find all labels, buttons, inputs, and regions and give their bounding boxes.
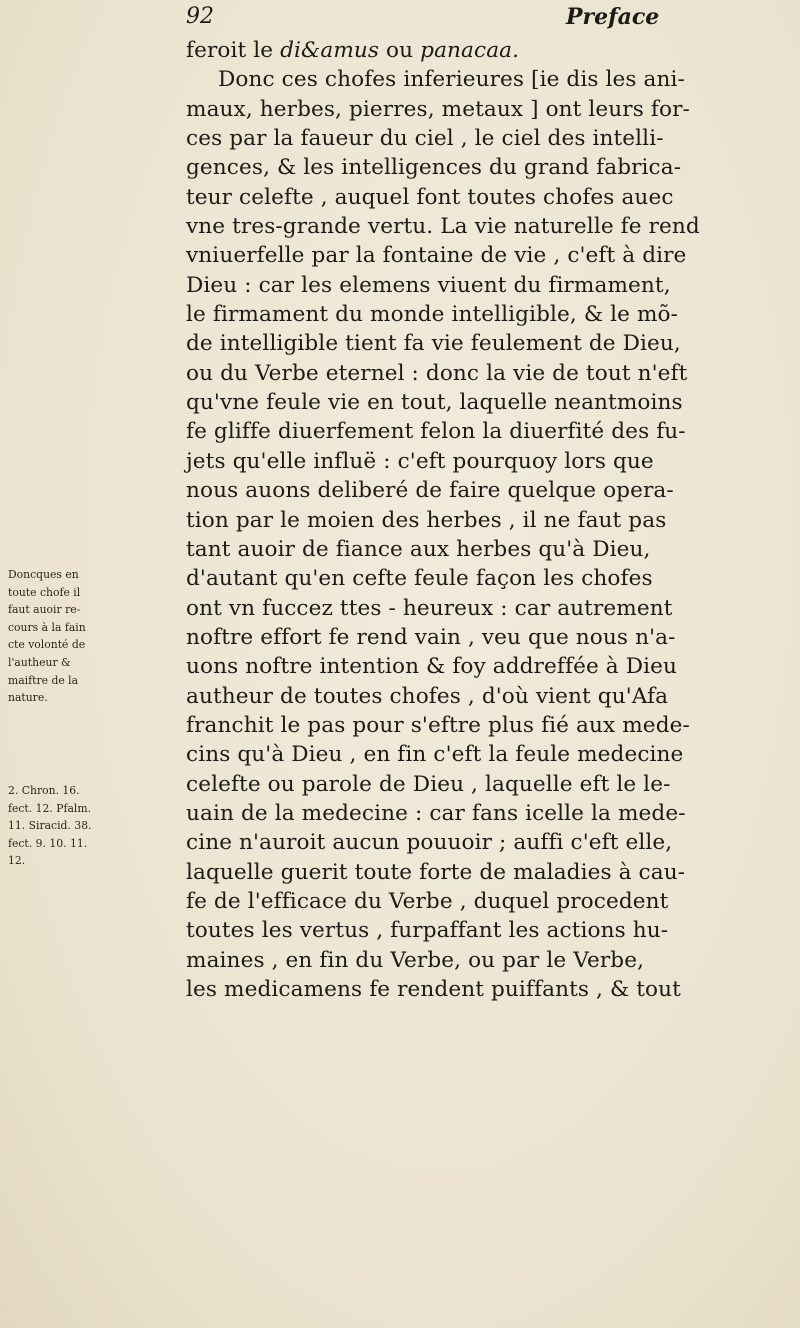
margin-note-line: 12. xyxy=(8,854,26,868)
text-line: ces par la faueur du ciel , le ciel des intelli- xyxy=(186,126,664,152)
page-number: 92 xyxy=(186,4,214,29)
text-line: maux, herbes, pierres, metaux ] ont leurs for- xyxy=(186,96,690,122)
margin-note-line: 2. Chron. 16. xyxy=(8,784,80,797)
text-line: gences, & les intelligences du grand fabrica- xyxy=(186,155,682,181)
margin-note-line: fect. 12. Pfalm. xyxy=(8,801,92,815)
text-line: de intelligible tient fa vie feulement de Dieu, xyxy=(186,331,681,357)
text-line: cine n'auroit aucun pouuoir ; auffi c'eft elle, xyxy=(186,830,673,856)
margin-note-line: Doncques en xyxy=(8,568,79,581)
main-text-block xyxy=(186,36,791,1004)
text-line: maines , en fin du Verbe, ou par le Verbe, xyxy=(186,947,645,973)
text-line: nous auons deliberé de faire quelque opera- xyxy=(186,478,674,504)
italic-term: panacaa. xyxy=(420,38,520,63)
text-line: ont vn fuccez ttes - heureux : car autrement xyxy=(186,595,673,621)
text-line: noftre effort fe rend vain , veu que nous n'a- xyxy=(186,624,676,650)
text-line: toutes les vertus , furpaffant les actions hu- xyxy=(186,918,669,944)
italic-term: di&amus xyxy=(280,38,380,63)
text-line: franchit le pas pour s'eftre plus fié aux mede- xyxy=(186,712,690,738)
margin-note-line: cte volonté de xyxy=(8,638,86,652)
margin-note-line: toute chofe il xyxy=(8,585,81,599)
margin-note-summary xyxy=(8,566,186,707)
margin-note-line: nature. xyxy=(8,691,48,705)
text-line: jets qu'elle influë : c'eft pourquoy lors que xyxy=(186,448,654,474)
text-line: tant auoir de fiance aux herbes qu'à Dieu, xyxy=(186,536,651,562)
text-line: ou du Verbe eternel : donc la vie de tout n'eft xyxy=(186,360,688,386)
page-header xyxy=(186,4,786,34)
text-line: fe de l'efficace du Verbe , duquel procedent xyxy=(186,888,669,914)
text-line: uons noftre intention & foy addreffée à Dieu xyxy=(186,654,678,680)
text-line: autheur de toutes chofes , d'où vient qu'Afa xyxy=(186,683,669,709)
text-line: Dieu : car les elemens viuent du firmament, xyxy=(186,272,671,298)
text-line: celefte ou parole de Dieu , laquelle eft le le- xyxy=(186,771,671,797)
text-line: tion par le moien des herbes , il ne faut pas xyxy=(186,507,667,533)
text-line: vniuerfelle par la fontaine de vie , c'eft à dire xyxy=(186,243,687,269)
text-line: d'autant qu'en cefte feule façon les chofes xyxy=(186,566,653,592)
running-title: Preface xyxy=(566,4,660,30)
text-line: Donc ces chofes inferieures [ie dis les ani- xyxy=(218,67,685,93)
text-line: cins qu'à Dieu , en fin c'eft la feule medecine xyxy=(186,742,684,768)
margin-note-line: l'autheur & xyxy=(8,655,71,669)
text-line: fe gliffe diuerfement felon la diuerfité des fu- xyxy=(186,419,686,445)
text-line: teur celefte , auquel font toutes chofes auec xyxy=(186,184,674,210)
margin-note-references xyxy=(8,782,186,870)
margin-note-line: cours à la fain xyxy=(8,620,86,634)
text-line: le firmament du monde intelligible, & le mõ- xyxy=(186,302,679,328)
text-line: feroit le di&amus ou panacaa. xyxy=(186,38,520,63)
text-line: qu'vne feule vie en tout, laquelle neantmoins xyxy=(186,390,683,416)
margin-note-line: maiftre de la xyxy=(8,673,79,687)
text-line: les medicamens fe rendent puiffants , & tout xyxy=(186,977,681,1002)
margin-note-line: 11. Siracid. 38. xyxy=(8,819,92,833)
margin-note-line: fect. 9. 10. 11. xyxy=(8,836,88,850)
text-line: vne tres-grande vertu. La vie naturelle fe rend xyxy=(186,214,700,240)
text-line: uain de la medecine : car fans icelle la mede- xyxy=(186,800,686,826)
margin-note-line: faut auoir re- xyxy=(8,603,81,617)
text-line: laquelle guerit toute forte de maladies à cau- xyxy=(186,859,686,885)
